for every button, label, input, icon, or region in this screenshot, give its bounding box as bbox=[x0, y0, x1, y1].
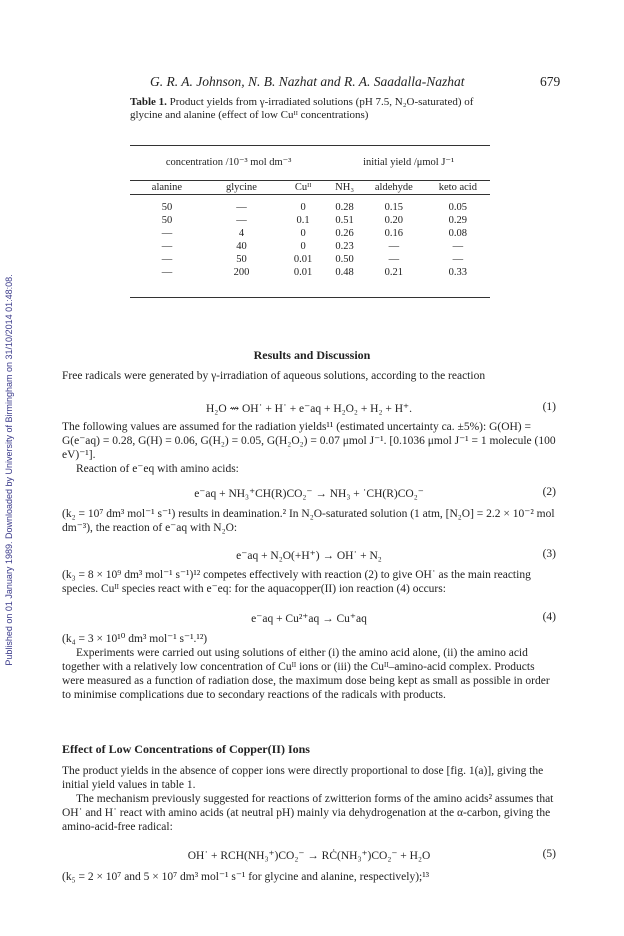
col-nh3: NH₃ bbox=[327, 181, 362, 195]
col-cu: Cuᴵᴵ bbox=[279, 181, 327, 195]
table-label: Table 1. bbox=[130, 96, 167, 108]
paragraph-8: The product yields in the absence of copper ions were directly proportional to dose [fig. 1(a)], giving the initial yield values in table 1. bbox=[62, 765, 544, 791]
equation-5: OH˙ + RCH(NH₃⁺)CO₂⁻ → RĊ(NH₃⁺)CO₂⁻ + H₂O (5) bbox=[187, 848, 556, 862]
table-cell: 0.51 bbox=[335, 215, 354, 226]
table-cell: 0.05 bbox=[448, 202, 468, 213]
table-cell: — bbox=[161, 241, 173, 252]
equation-2: e⁻aq + NH₃⁺CH(R)CO₂⁻ → NH₃ + ˙CH(R)CO₂⁻ (2) bbox=[194, 486, 556, 500]
table-cell: 0.01 bbox=[293, 267, 313, 278]
table-cell: — bbox=[388, 254, 400, 265]
table-bottom-rule bbox=[130, 297, 490, 298]
subheading: Effect of Low Concentrations of Copper(II) Ions bbox=[62, 742, 310, 756]
equation-3: e⁻aq + N₂O(+H⁺) → OH˙ + N₂ (3) bbox=[236, 548, 556, 562]
equation-4: e⁻aq + Cu²⁺aq → Cu⁺aq (4) bbox=[251, 611, 556, 625]
table-cell: 0.01 bbox=[293, 254, 313, 265]
download-notice: Published on 01 January 1989. Downloaded by University of Birmingham on 31/10/2014 01:48:08. bbox=[4, 274, 14, 666]
table-cell: — bbox=[388, 241, 400, 252]
paragraph-6: (k₄ = 3 × 10¹⁰ dm³ mol⁻¹ s⁻¹.¹²) bbox=[62, 633, 208, 645]
paragraph-2: The following values are assumed for the radiation yields¹¹ (estimated uncertainty ca. ±5%): G(OH) = G(e⁻aq) = 0.28, G(H) = 0.06, G(H₂) = 0.05, G(H₂O₂) = 0.07 μmol J⁻¹. [0.1036 μmol J⁻¹ = 1 molecule (100 eV)⁻¹]. bbox=[62, 421, 556, 461]
group-header-concentration: concentration /10⁻³ mol dm⁻³ bbox=[165, 157, 292, 168]
table-row bbox=[130, 266, 490, 279]
col-glycine: glycine bbox=[204, 181, 279, 195]
table-cell: 50 bbox=[161, 202, 173, 213]
table-cell: 200 bbox=[233, 267, 250, 278]
table-cell: 0.15 bbox=[384, 202, 404, 213]
equation-1: H₂O ⇝ OH˙ + H˙ + e⁻aq + H₂O₂ + H₂ + H⁺. (1) bbox=[206, 401, 556, 415]
table-top-rule bbox=[130, 145, 490, 146]
table-cell: 4 bbox=[238, 228, 245, 239]
table-cell: 0.50 bbox=[335, 254, 354, 265]
table-cell: — bbox=[161, 254, 173, 265]
table-cell: 50 bbox=[236, 254, 247, 265]
table-cell: 0 bbox=[300, 241, 306, 252]
paragraph-10: (k₅ = 2 × 10⁷ and 5 × 10⁷ dm³ mol⁻¹ s⁻¹ for glycine and alanine, respectively);¹³ bbox=[62, 871, 430, 883]
paragraph-3: Reaction of e⁻eq with amino acids: bbox=[76, 463, 239, 475]
table-cell: 0.23 bbox=[335, 241, 354, 252]
col-keto-acid: keto acid bbox=[426, 181, 490, 195]
table-cell: 0.28 bbox=[335, 202, 354, 213]
paragraph-9: The mechanism previously suggested for reactions of zwitterion forms of the amino acids² assumes that OH˙ and H˙ react with amino acids (at neutral pH) mainly via dehydrogenation at the α-carbon, giving the amino-acid-free radical: bbox=[62, 793, 554, 833]
page-number: 679 bbox=[540, 74, 561, 89]
paragraph-5: (k₃ = 8 × 10⁹ dm³ mol⁻¹ s⁻¹)¹² competes effectively with reaction (2) to give OH˙ as the main reacting species. Cuᴵᴵ species react with e⁻eq: for the aquacopper(II) ion reaction (4) occurs: bbox=[62, 569, 531, 595]
table-caption bbox=[130, 96, 490, 122]
table-cell: 0.33 bbox=[448, 267, 468, 278]
table-cell: — bbox=[161, 228, 173, 239]
table-cell: 0 bbox=[300, 228, 306, 239]
table-cell: — bbox=[161, 267, 173, 278]
table-row bbox=[130, 253, 490, 266]
table-cell: — bbox=[236, 215, 247, 226]
table-cell: 0.1 bbox=[296, 215, 310, 226]
table-row bbox=[130, 214, 490, 227]
col-aldehyde: aldehyde bbox=[362, 181, 426, 195]
table-row bbox=[130, 201, 490, 214]
table-cell: 0.16 bbox=[384, 228, 404, 239]
table-cell: 0.26 bbox=[335, 228, 354, 239]
table-cell: 0.20 bbox=[384, 215, 404, 226]
table-row bbox=[130, 240, 490, 253]
group-header-yield: initial yield /μmol J⁻¹ bbox=[363, 157, 455, 168]
table-caption-text: Product yields from γ-irradiated solutions (pH 7.5, N₂O-saturated) of glycine and alanine (effect of low Cuᴵᴵ concentrations) bbox=[130, 96, 474, 121]
table-cell: — bbox=[236, 202, 247, 213]
table-cell: 0.21 bbox=[384, 267, 404, 278]
table-cell: — bbox=[452, 254, 464, 265]
section-heading: Results and Discussion bbox=[253, 348, 371, 362]
table-row bbox=[130, 227, 490, 240]
data-table bbox=[130, 148, 490, 279]
table-cell: 0.29 bbox=[448, 215, 468, 226]
running-header: G. R. A. Johnson, N. B. Nazhat and R. A. Saadalla-Nazhat bbox=[150, 74, 465, 89]
paragraph-7: Experiments were carried out using solutions of either (i) the amino acid alone, (ii) the amino acid together with a relatively low concentration of Cuᴵᴵ ions or (iii) the Cuᴵᴵ–amino-acid complex. Products were measured as a function of radiation dose, the maximum dose being kept as small as possible in order to minimise complications due to secondary reactions of the radicals with products. bbox=[62, 647, 550, 701]
table-cell: 50 bbox=[161, 215, 173, 226]
col-alanine: alanine bbox=[130, 181, 204, 195]
table-cell: 0 bbox=[300, 202, 306, 213]
paragraph-1: Free radicals were generated by γ-irradiation of aqueous solutions, according to the reaction bbox=[62, 370, 486, 382]
table-cell: — bbox=[452, 241, 464, 252]
table-cell: 0.48 bbox=[335, 267, 354, 278]
table-cell: 0.08 bbox=[448, 228, 468, 239]
table-cell: 40 bbox=[236, 241, 247, 252]
paragraph-4: (k₂ = 10⁷ dm³ mol⁻¹ s⁻¹) results in deamination.² In N₂O-saturated solution (1 atm, [N₂O] = 2.2 × 10⁻² mol dm⁻³), the reaction of e⁻aq with N₂O: bbox=[62, 508, 555, 534]
